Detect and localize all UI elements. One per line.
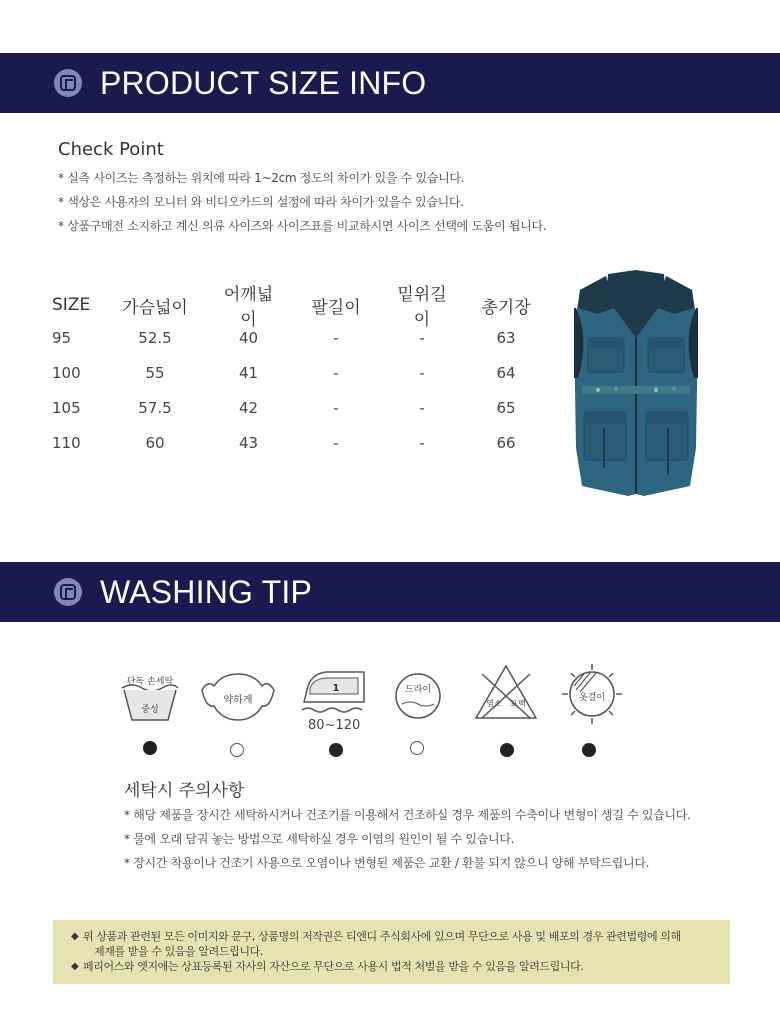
size-table [52, 285, 559, 460]
brand-logo-icon [54, 69, 82, 97]
cell-size: 95 [52, 328, 72, 347]
cell-size: 100 [52, 363, 81, 382]
cell-chest: 57.5 [138, 398, 172, 417]
caution-item: * 물에 오래 담궈 놓는 방법으로 세탁하실 경우 이염의 원인이 될 수 있습니다. [124, 832, 515, 846]
vest-product-image [568, 268, 704, 504]
header-rise: 밑위길이 [397, 285, 447, 330]
table-row [52, 355, 559, 390]
cell-chest: 52.5 [138, 328, 172, 347]
cell-size: 105 [52, 398, 81, 417]
selected-dot [329, 743, 343, 757]
gentle-wash-label: 약하게 [223, 695, 253, 706]
brand-logo-icon [54, 578, 82, 606]
selected-dot [500, 743, 514, 757]
hand-wash-label-top: 단독 손세탁 [126, 677, 174, 687]
hand-wash-icon [118, 660, 208, 760]
cell-sleeve: - [333, 433, 339, 452]
check-point-list [58, 169, 546, 241]
check-point-title: Check Point [58, 139, 164, 160]
notice-line-1-text: 위 상품과 관련된 모든 이미지와 문구, 상품명의 저작권은 티엔디 주식회사에 있으며 무단으로 사용 및 배포의 경우 관련법령에 의해 [83, 930, 681, 943]
notice-line-1-cont: 제재를 받을 수 있음을 알려드립니다. [94, 945, 263, 958]
hang-dry-shade-icon [560, 660, 650, 760]
cell-length: 63 [496, 328, 516, 347]
cell-chest: 55 [145, 363, 165, 382]
iron-icon [298, 660, 388, 760]
cell-shoulder: 41 [238, 363, 259, 382]
header-size: SIZE [52, 295, 91, 315]
notice-line-1 [71, 929, 730, 944]
hand-wash-label-bottom: 중성 [141, 705, 159, 715]
no-bleach-icon [472, 660, 562, 760]
check-point-item: * 실측 사이즈는 측정하는 위치에 따라 1~2cm 정도의 차이가 있을 수 있습니다. [58, 171, 465, 185]
cell-size: 110 [52, 433, 81, 452]
cell-length: 65 [496, 398, 516, 417]
washing-icons [110, 660, 630, 760]
cell-sleeve: - [333, 363, 339, 382]
gentle-wash-icon [198, 660, 288, 760]
washing-tip-title: WASHING TIP [100, 573, 312, 610]
header-length: 총기장 [481, 297, 531, 318]
cell-shoulder: 43 [238, 433, 259, 452]
size-info-banner [0, 53, 780, 113]
check-point-item: * 색상은 사용자의 모니터 와 비디오카드의 설정에 따라 차이가 있을수 있습니다. [58, 195, 464, 209]
cell-shoulder: 40 [238, 328, 259, 347]
caution-item: * 해당 제품을 장시간 세탁하시거나 건조기를 이용해서 건조하실 경우 제품의 수축이나 변형이 생길 수 있습니다. [124, 808, 691, 822]
cell-shoulder: 42 [238, 398, 259, 417]
diamond-bullet-icon: ◆ [71, 961, 79, 972]
notice-line-2 [71, 959, 730, 974]
cell-rise: - [419, 433, 425, 452]
cell-sleeve: - [333, 398, 339, 417]
table-row [52, 425, 559, 460]
cell-rise: - [419, 398, 425, 417]
cell-length: 64 [496, 363, 516, 382]
diamond-bullet-icon: ◆ [71, 931, 79, 942]
selected-dot [143, 741, 157, 755]
notice-line-2-text: 페리어스와 엣지애는 상표등록된 자사의 자산으로 무단으로 사용시 법적 처벌을 받을 수 있음을 알려드립니다. [83, 960, 584, 973]
table-row [52, 320, 559, 355]
washing-caution-title: 세탁시 주의사항 [124, 781, 245, 801]
washing-caution-list [124, 806, 691, 878]
no-bleach-label-left: 염소 [486, 699, 502, 708]
iron-temp-label: 80~120 [308, 718, 361, 733]
size-info-title: PRODUCT SIZE INFO [100, 64, 427, 101]
dry-clean-icon [390, 660, 480, 760]
caution-item: * 장시간 착용이나 건조기 사용으로 오염이나 변형된 제품은 교환 / 환불 되지 않으니 양해 부탁드립니다. [124, 856, 650, 870]
unselected-dot [230, 743, 244, 757]
table-row [52, 390, 559, 425]
cell-rise: - [419, 363, 425, 382]
no-bleach-label-right: 표백 [510, 699, 526, 708]
unselected-dot [410, 741, 424, 755]
check-point-item: * 상품구매전 소지하고 계신 의류 사이즈와 사이즈표를 비교하시면 사이즈 선택에 도움이 됩니다. [58, 219, 547, 233]
size-table-header [52, 285, 559, 330]
selected-dot [582, 743, 596, 757]
dry-clean-label: 드라이 [404, 685, 432, 695]
header-sleeve: 팔길이 [311, 297, 361, 318]
header-chest: 가슴넓이 [122, 297, 188, 318]
cell-chest: 60 [145, 433, 165, 452]
washing-tip-banner [0, 562, 780, 622]
cell-rise: - [419, 328, 425, 347]
cell-sleeve: - [333, 328, 339, 347]
hang-dry-label: 옷걸이 [578, 693, 606, 703]
copyright-notice [53, 920, 730, 984]
iron-level-label: 1 [332, 683, 340, 694]
cell-length: 66 [496, 433, 516, 452]
header-shoulder: 어깨넓이 [223, 285, 274, 330]
